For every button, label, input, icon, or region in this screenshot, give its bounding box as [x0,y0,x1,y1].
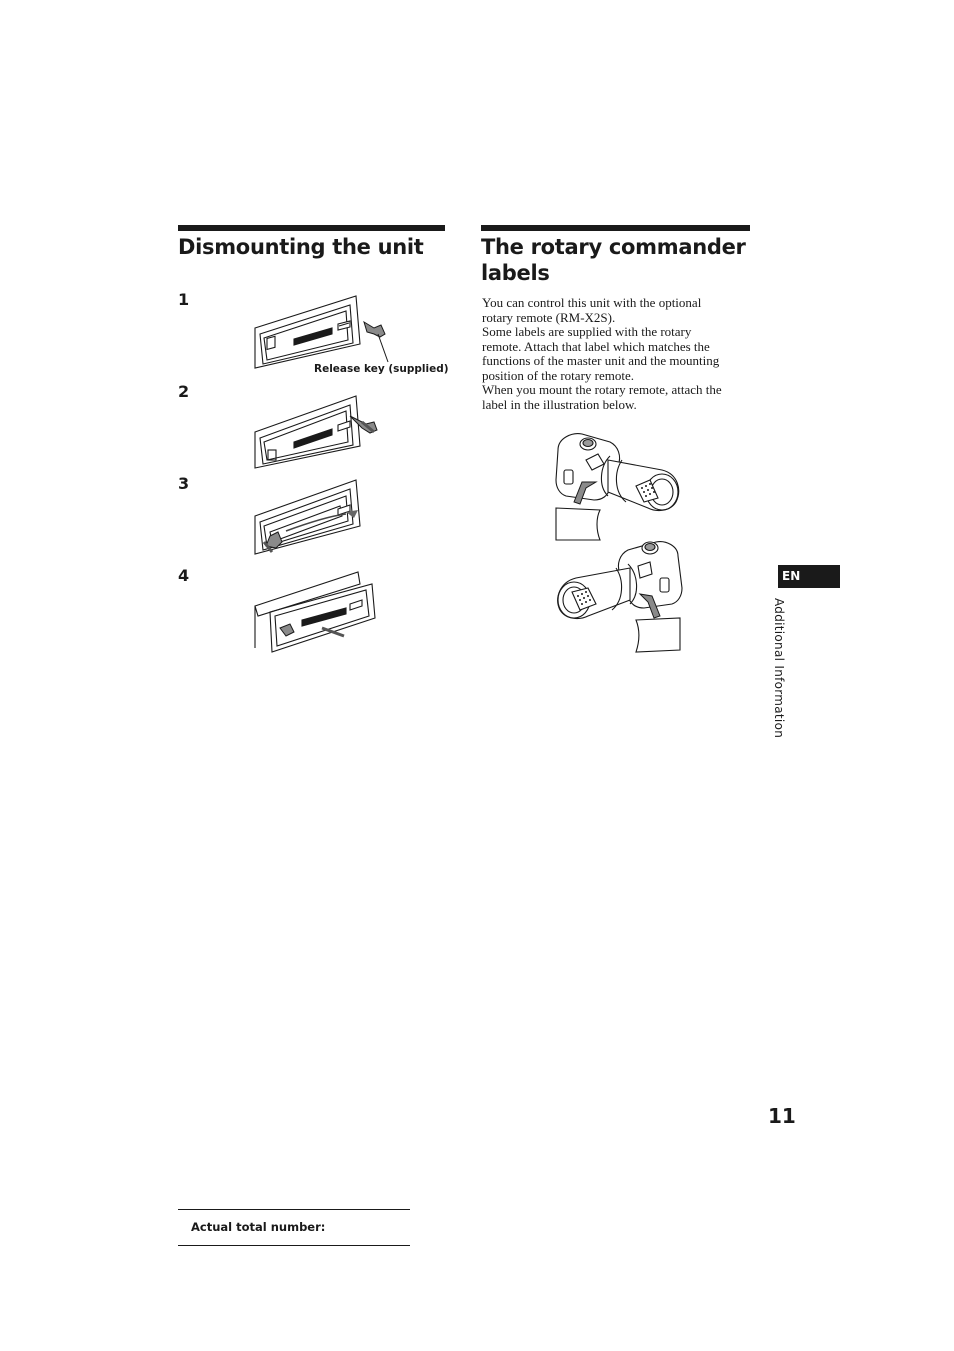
release-key-caption: Release key (supplied) [314,363,449,375]
rotary-remote-illustration-top [552,430,684,542]
step-number-1: 1 [178,290,190,309]
section-side-label: Additional Information [772,598,786,739]
step-2-illustration [250,392,390,472]
language-tab: EN [778,565,840,588]
heading-rotary-line-1: The rotary commander [481,235,746,259]
rotary-remote-illustration-bottom [552,540,686,654]
footer-rule-top [178,1209,410,1210]
section-rule-dismount [178,225,445,231]
footer-rule-bottom [178,1245,410,1246]
rotary-text-line: functions of the master unit and the mounting [482,353,720,368]
page-number: 11 [768,1104,796,1128]
step-number-4: 4 [178,566,190,585]
step-number-3: 3 [178,474,190,493]
heading-rotary-line-2: labels [481,261,550,285]
rotary-text-line: rotary remote (RM-X2S). [482,309,616,325]
rotary-text-line: Some labels are supplied with the rotary [482,324,692,339]
step-4-illustration [250,568,390,656]
heading-rotary-commander [481,234,746,286]
rotary-text-line: When you mount the rotary remote, attach the [482,382,722,397]
step-1-illustration [250,292,390,374]
actual-total-number-label: Actual total number: [191,1220,326,1234]
rotary-text-line: remote. Attach that label which matches the [482,338,710,354]
rotary-text-line: position of the rotary remote. [482,367,634,383]
step-number-2: 2 [178,382,190,401]
rotary-description [482,296,750,412]
section-rule-rotary [481,225,750,231]
heading-dismounting: Dismounting the unit [178,235,424,259]
rotary-text-line: label in the illustration below. [482,396,637,412]
rotary-text-line: You can control this unit with the optional [482,295,702,310]
step-3-illustration [250,476,390,558]
